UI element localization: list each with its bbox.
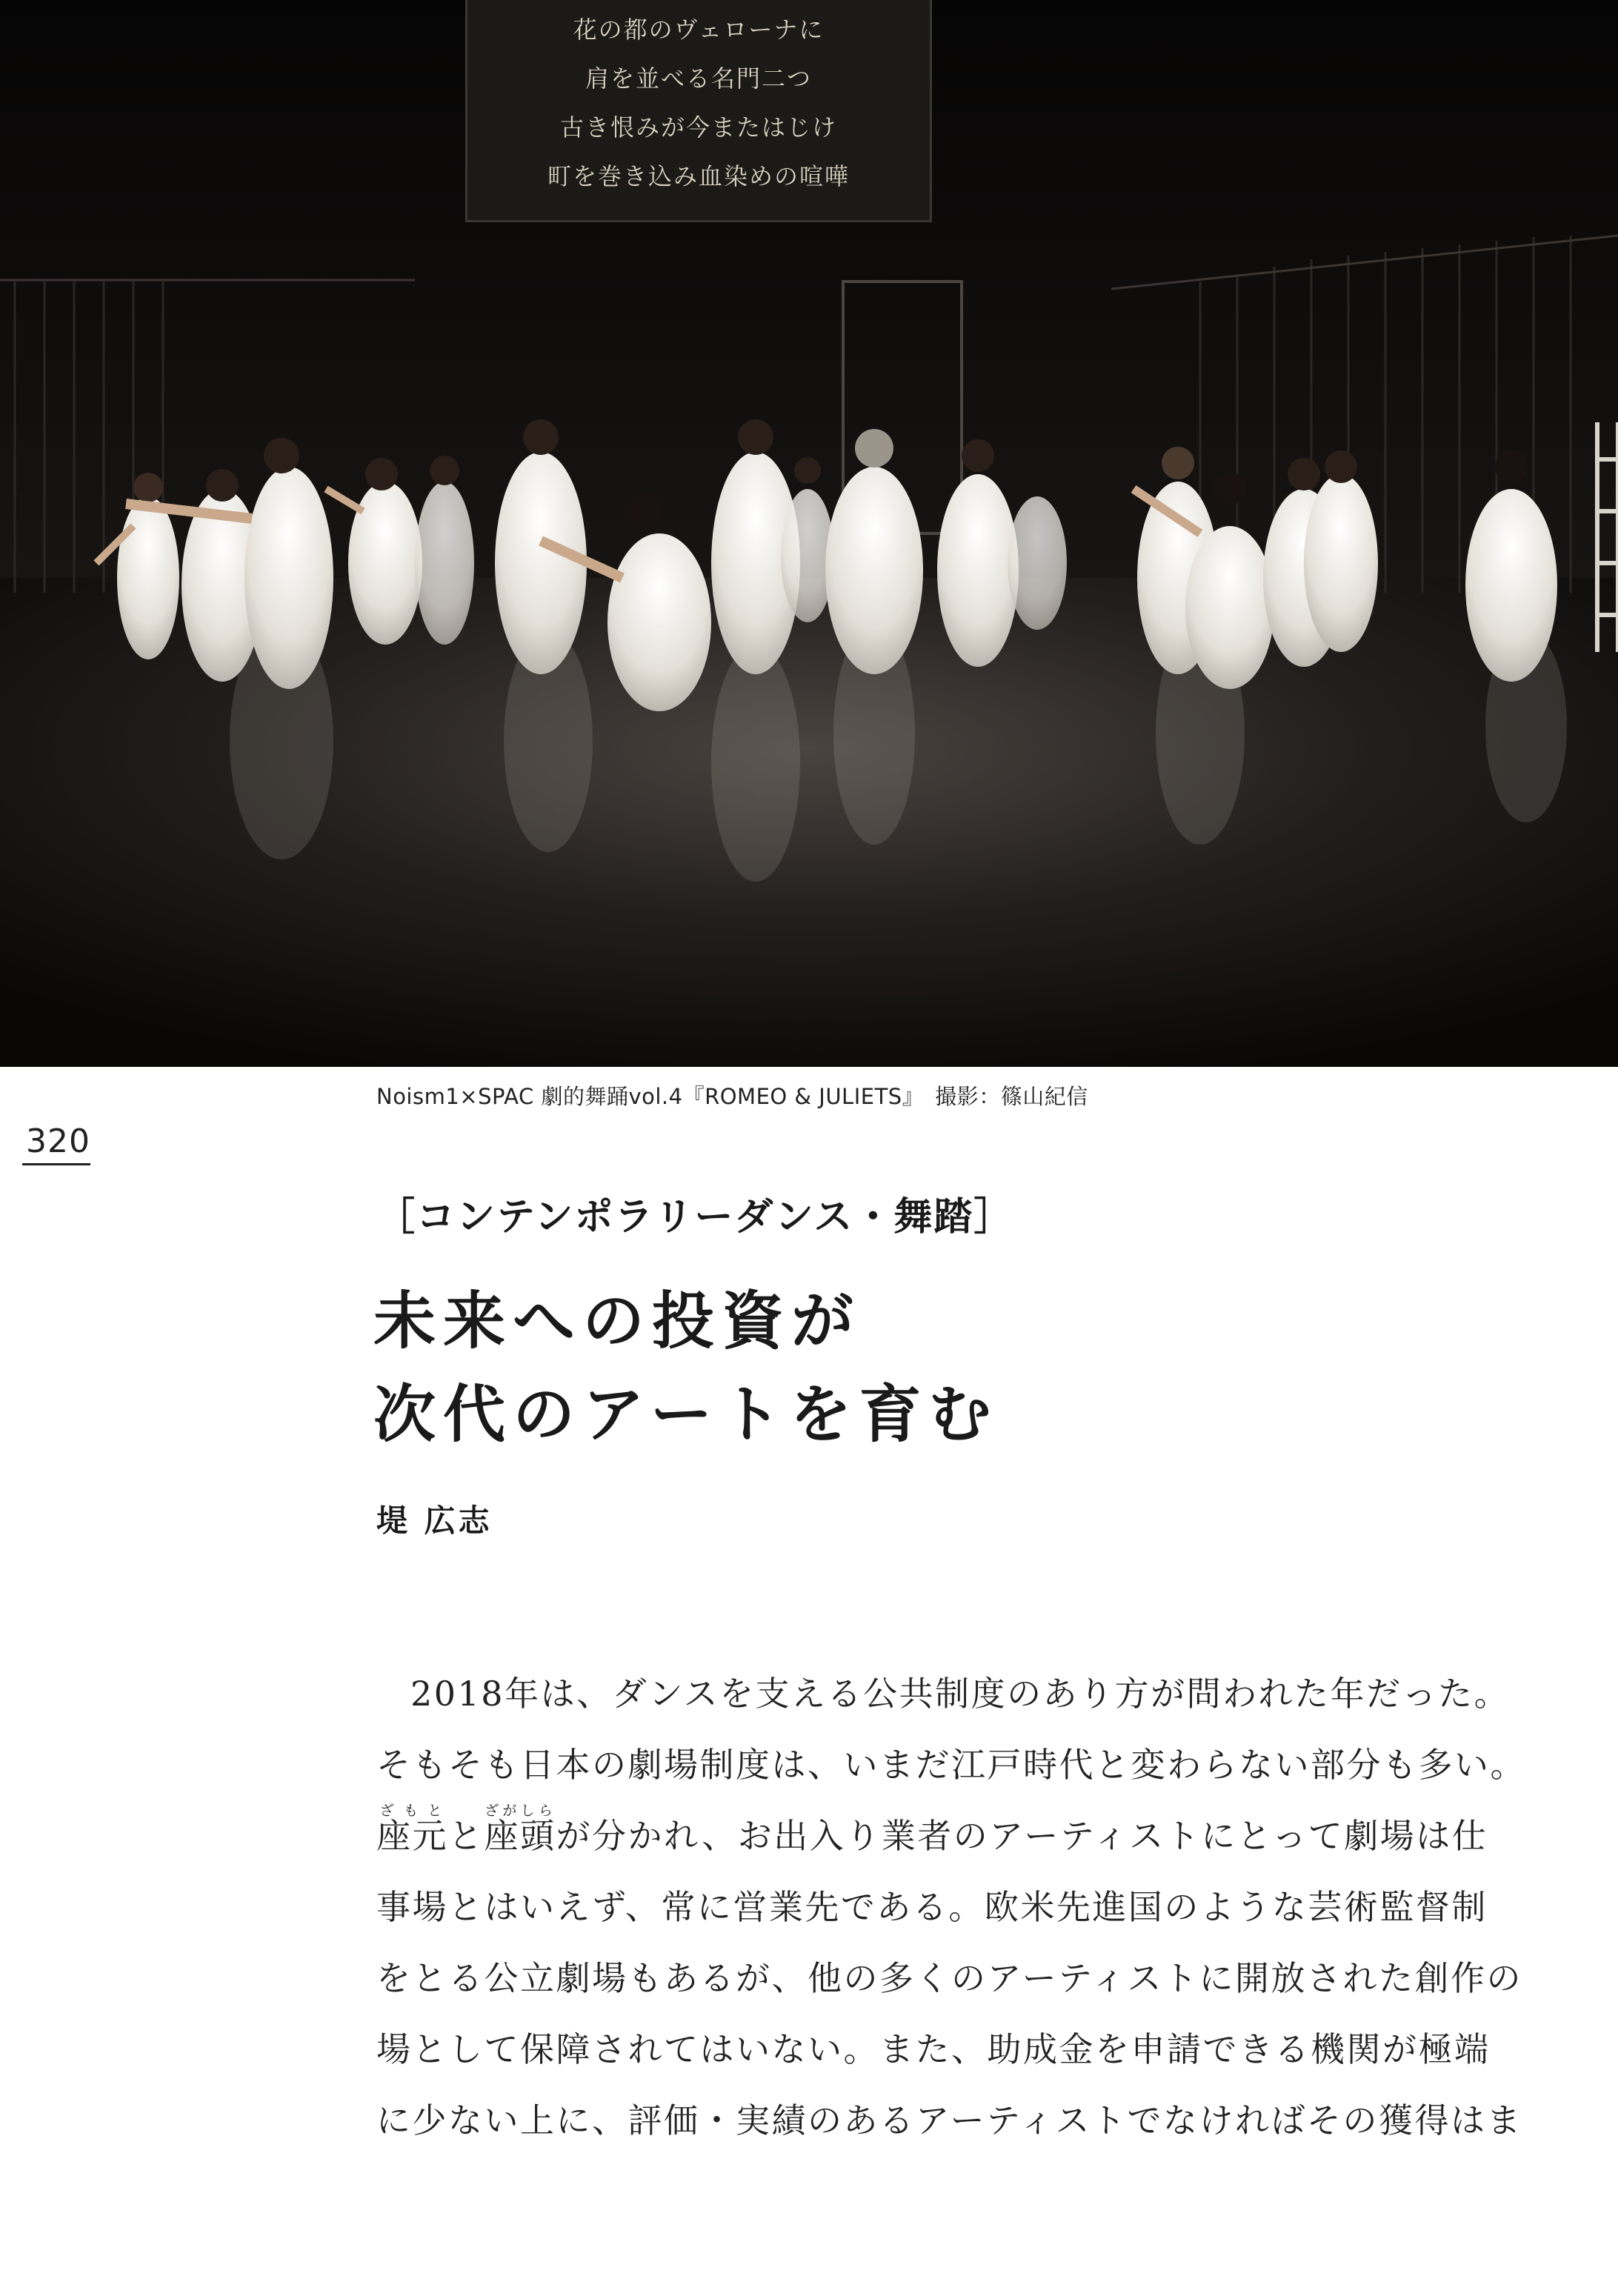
- body-line: 事場とはいえず、常に営業先である。欧米先進国のような芸術監督制: [376, 1887, 1488, 1927]
- subtitle-line: 町を巻き込み血染めの喧嘩: [547, 162, 850, 190]
- body-line: をとる公立劇場もあるが、他の多くのアーティストに開放された創作の: [376, 1958, 1522, 1998]
- article-body: [376, 1658, 1526, 2156]
- body-line: 2018年は、ダンスを支える公共制度のあり方が問われた年だった。: [410, 1674, 1511, 1714]
- title-line: 次代のアートを育む: [373, 1378, 999, 1451]
- article-title: [373, 1274, 998, 1461]
- subtitle-line: 花の都のヴェローナに: [573, 15, 825, 44]
- stage-photo: [0, 0, 1618, 1067]
- author-name: 堤 広志: [376, 1503, 493, 1539]
- stage-subtitle-screen: [465, 0, 932, 222]
- subtitle-line: 肩を並べる名門二つ: [585, 64, 812, 93]
- body-line-with-ruby: 座元ざもとと座頭ざがしらが分かれ、お出入り業者のアーティストにとって劇場は仕: [376, 1803, 1488, 1856]
- ruby-zagashira: 座頭ざがしら: [484, 1803, 556, 1856]
- body-line: 場として保障されてはいない。また、助成金を申請できる機関が極端: [376, 2029, 1491, 2069]
- page-number: 320: [22, 1120, 90, 1165]
- body-line: に少ない上に、評価・実績のあるアーティストでなければその獲得はま: [376, 2100, 1522, 2140]
- photo-caption: Noism1×SPAC 劇的舞踊vol.4『ROMEO & JULIETS』 撮影：篠山紀信: [376, 1084, 1088, 1109]
- body-line: そもそも日本の劇場制度は、いまだ江戸時代と変わらない部分も多い。: [376, 1745, 1526, 1785]
- subtitle-line: 古き恨みが今またはじけ: [559, 113, 837, 142]
- ruby-zamoto: 座元ざもと: [376, 1803, 448, 1856]
- title-line: 未来への投資が: [373, 1285, 862, 1357]
- section-category: ［コンテンポラリーダンス・舞踏］: [376, 1195, 1014, 1239]
